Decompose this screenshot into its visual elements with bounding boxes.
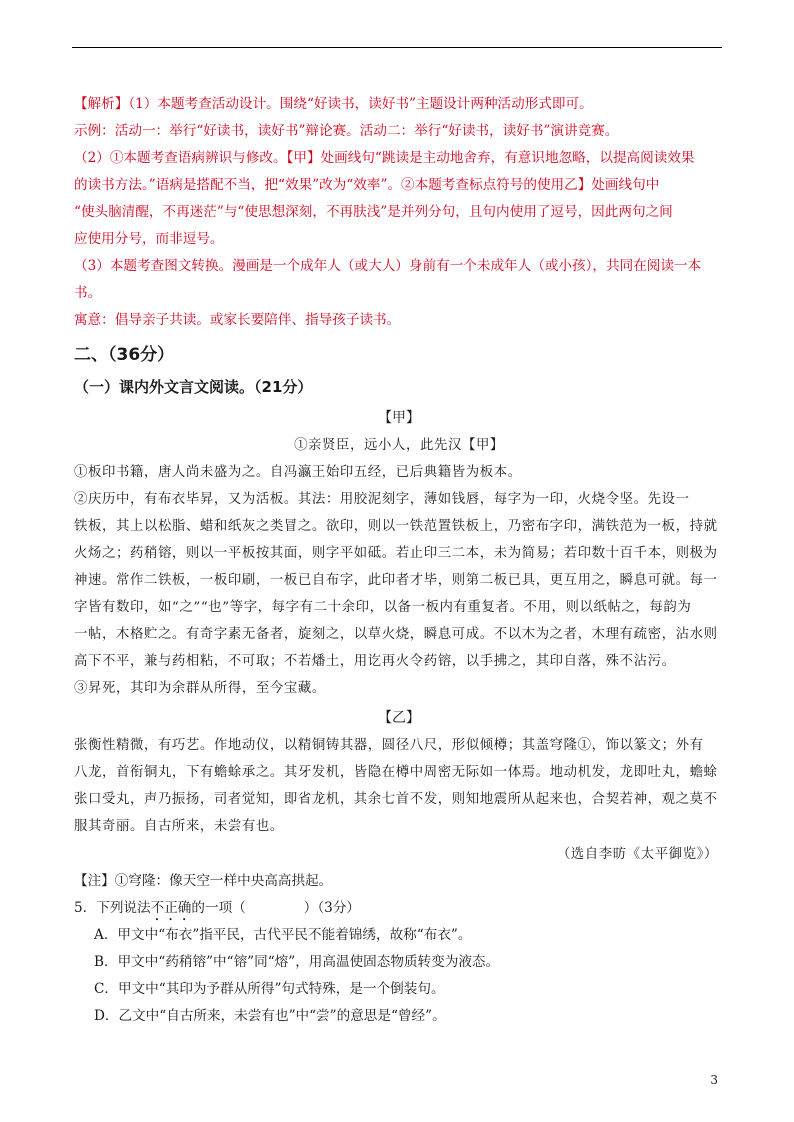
option-b: B．甲文中“药稍镕”中“镕”同“熔”，用高温使固态物质转变为液态。 <box>94 954 500 970</box>
question-stem <box>74 895 724 922</box>
passage-yi-label: 【乙】 <box>378 710 420 726</box>
passage-jia-subtitle: ①亲贤臣，远小人，此先汉【甲】 <box>294 438 504 453</box>
passage-line: 服其奇丽。自古所来，未尝有也。 <box>74 819 284 834</box>
passage-line: 铁板，其上以松脂、蜡和纸灰之类冒之。欲印，则以一铁范置铁板上，乃密布字印，满铁范为一板，持就 <box>74 519 718 534</box>
passage-line: 张衡性精微，有巧艺。作地动仪，以精铜铸其器，圆径八尺，形似倾樽；其盖穹隆①，饰以篆文；外有 <box>74 738 704 753</box>
analysis-line: （3）本题考查图文转换。漫画是一个成年人（或大人）身前有一个未成年人（或小孩），共同在阅读一本 <box>74 258 702 274</box>
analysis-line: 【解析】（1）本题考查活动设计。围绕“好读书，读好书”主题设计两种活动形式即可。 <box>74 96 593 112</box>
passage-yi <box>74 732 724 840</box>
analysis-line: “使头脑清醒，不再迷茫”与“使思想深刻，不再肤浅”是并列分句，且句内使用了逗号，因此两句之间 <box>74 204 673 220</box>
subsection-heading: （一）课内外文言文阅读。（21分） <box>74 378 313 396</box>
passage-jia <box>74 459 724 702</box>
option-c: C．甲文中“其印为予群从所得”句式特殊，是一个倒装句。 <box>94 981 445 997</box>
option-d: D．乙文中“自古所来，未尝有也”中“尝”的意思是“曾经”。 <box>94 1008 446 1024</box>
section-heading: 二、（36分） <box>74 345 175 365</box>
analysis-line: 示例：活动一：举行“好读书，读好书”辩论赛。活动二：举行“好读书，读好书”演讲竞赛。 <box>74 123 619 139</box>
passage-line: 八龙，首衔铜丸，下有蟾蜍承之。其牙发机，皆隐在樽中周密无际如一体焉。地动机发，龙即吐丸，蟾蜍 <box>74 765 718 780</box>
analysis-line: 应使用分号，而非逗号。 <box>74 231 224 247</box>
analysis-line: 寓意：倡导亲子共读。或家长要陪伴、指导孩子读书。 <box>74 312 401 328</box>
analysis-block <box>74 91 724 334</box>
emphasis-text: 不正确 <box>150 900 192 916</box>
analysis-line: （2）①本题考查语病辨识与修改。【甲】处画线句“跳读是主动地舍弃，有意识地忽略，以提高阅读效果 <box>74 150 695 166</box>
option-a: A．甲文中“布衣”指平民，古代平民不能着锦绣，故称“布衣”。 <box>94 927 472 943</box>
passage-line: 高下不平，兼与药相粘，不可取；不若燔土，用讫再火令药镕，以手拂之，其印自落，殊不沾污。 <box>74 654 676 669</box>
passage-line: ①板印书籍，唐人尚未盛为之。自冯瀛王始印五经，已后典籍皆为板本。 <box>74 465 522 480</box>
question-stem-text: 的一项（ <box>191 900 246 916</box>
passage-line: 字皆有数印，如“之”“也”等字，每字有二十余印，以备一板内有重复者。不用，则以纸帖之，每韵为 <box>74 600 692 615</box>
passage-line: 一帖，木格贮之。有奇字素无备者，旋刻之，以草火烧，瞬息可成。不以木为之者，木理有疏密，沾水则 <box>74 627 718 642</box>
footnote: 【注】①穹隆：像天空一样中央高高拱起。 <box>74 873 333 889</box>
page-number: 3 <box>710 1073 718 1087</box>
question-5 <box>74 895 724 1030</box>
source-citation: （选自李昉《太平御览》） <box>556 847 718 862</box>
passage-line: 神速。常作二铁板，一板印刷，一板已自布字，此印者才毕，则第二板已具，更互用之，瞬息可就。每一 <box>74 573 718 588</box>
question-stem-text: 5．下列说法 <box>74 900 151 916</box>
analysis-line: 的读书方法。”语病是搭配不当，把“效果”改为“效率”。②本题考查标点符号的使用乙】处画线句中 <box>74 177 660 193</box>
question-stem-text: ）（3分） <box>303 900 361 916</box>
header-rule <box>72 47 722 48</box>
passage-line: ③昇死，其印为余群从所得，至今宝藏。 <box>74 681 326 696</box>
passage-line: ②庆历中，有布衣毕昇，又为活板。其法：用胶泥刻字，薄如钱唇，每字为一印，火烧令坚。先设一 <box>74 492 690 507</box>
passage-jia-label: 【甲】 <box>378 410 420 426</box>
passage-line: 张口受丸，声乃振扬，司者觉知，即省龙机，其余七首不发，则知地震所从起来也，合契若神，观之莫不 <box>74 792 718 807</box>
analysis-line: 书。 <box>74 285 102 301</box>
passage-line: 火炀之；药稍镕，则以一平板按其面，则字平如砥。若止印三二本，未为简易；若印数十百千本，则极为 <box>74 546 718 561</box>
